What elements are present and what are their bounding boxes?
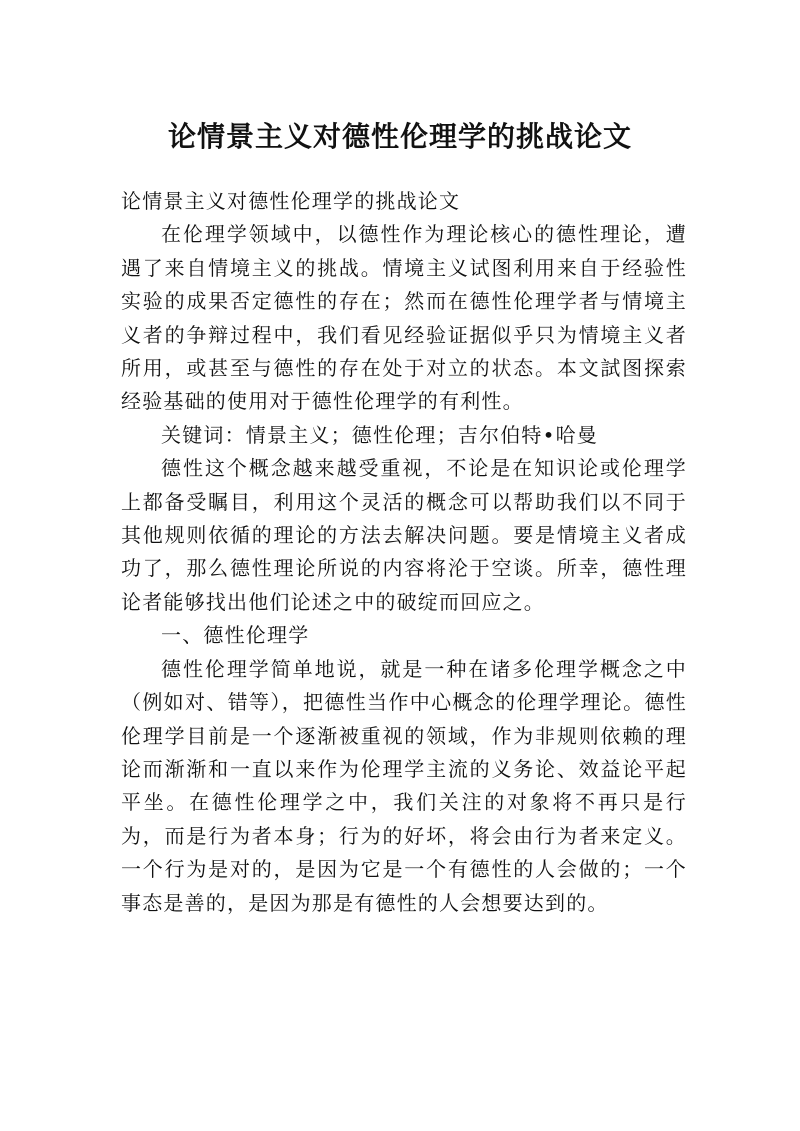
intro-paragraph: 德性这个概念越来越受重视，不论是在知识论或伦理学上都备受瞩目，利用这个灵活的概念可以帮助我们以不同于其他规则依循的理论的方法去解决问题。要是情境主义者成功了，那么德性理论所说的内容将沦于空谈。所幸，德性理论者能够找出他们论述之中的破绽而回应之。 bbox=[121, 456, 687, 614]
document-body bbox=[121, 185, 687, 920]
section-heading: 一、德性伦理学 bbox=[161, 623, 310, 648]
body-heading-line: 论情景主义对德性伦理学的挑战论文 bbox=[121, 189, 461, 213]
section-paragraph: 德性伦理学简单地说，就是一种在诸多伦理学概念之中（例如对、错等），把德性当作中心概念的伦理学理论。德性伦理学目前是一个逐渐被重视的领域，作为非规则依赖的理论而渐渐和一直以来作为伦理学主流的义务论、效益论平起平坐。在德性伦理学之中，我们关注的对象将不再只是行为，而是行为者本身；行为的好坏，将会由行为者来定义。一个行为是对的，是因为它是一个有德性的人会做的；一个事态是善的，是因为那是有德性的人会想要达到的。 bbox=[121, 656, 687, 915]
document-title: 论情景主义对德性伦理学的挑战论文 bbox=[167, 119, 632, 153]
keywords-line: 关键词：情景主义；德性伦理；吉尔伯特•哈曼 bbox=[161, 422, 598, 447]
abstract-paragraph: 在伦理学领域中，以德性作为理论核心的德性理论，遭遇了来自情境主义的挑战。情境主义试图利用来自于经验性实验的成果否定德性的存在；然而在德性伦理学者与情境主义者的争辩过程中，我们看见经验证据似乎只为情境主义者所用，或甚至与德性的存在处于对立的状态。本文試图探索经验基础的使用对于德性伦理学的有利性。 bbox=[121, 222, 687, 414]
